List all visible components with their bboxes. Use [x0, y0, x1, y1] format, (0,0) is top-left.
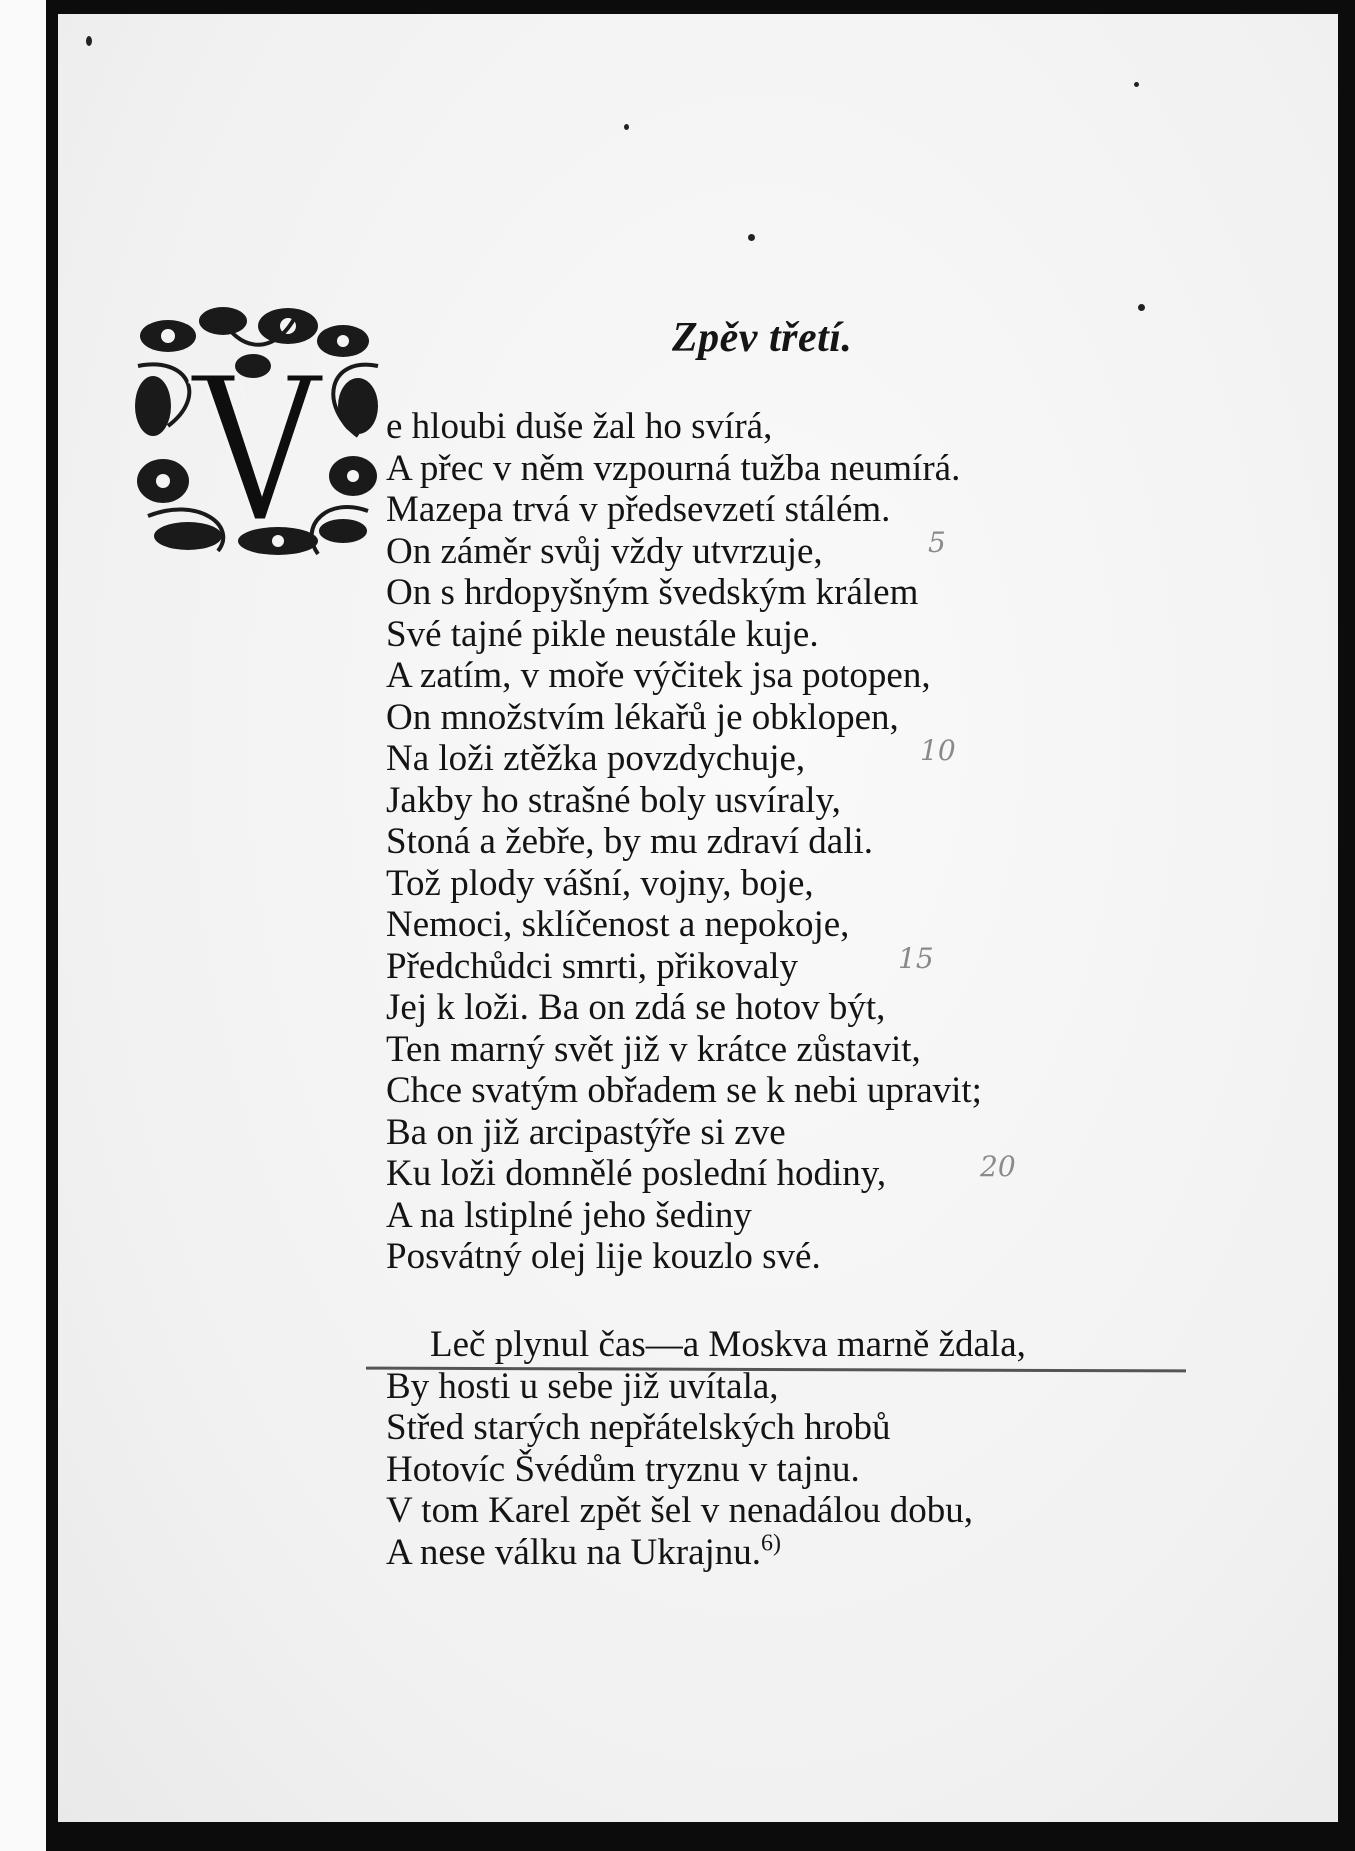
chapter-title: Zpěv třetí.: [672, 315, 853, 361]
scan-speck: [624, 124, 629, 130]
pencil-line-number-15: 15: [898, 942, 934, 975]
stanza-one: [386, 406, 982, 1278]
verse-line: V tom Karel zpět šel v nenadálou dobu,: [386, 1490, 974, 1531]
footnote-reference[interactable]: 6): [761, 1530, 782, 1557]
verse-line: Ten marný svět již v krátce zůstavit,: [386, 1028, 921, 1070]
verse-line: Stoná a žebře, by mu zdraví dali.: [386, 821, 873, 862]
verse-line: e hloubi duše žal ho svírá,: [386, 406, 773, 447]
pencil-line-number-20: 20: [980, 1150, 1016, 1183]
verse-line: Jej k loži. Ba on zdá se hotov být,: [386, 987, 886, 1028]
verse-line: By hosti u sebe již uvítala,: [386, 1365, 779, 1407]
verse-line: Tož plody vášní, vojny, boje,: [386, 862, 814, 904]
verse-line: On s hrdopyšným švedským králem: [386, 572, 919, 613]
verse-line: Nemoci, sklíčenost a nepokoje,: [386, 904, 850, 945]
verse-line: Střed starých nepřátelských hrobů: [386, 1407, 891, 1448]
verse-line: Na loži ztěžka povzdychuje,: [386, 738, 806, 779]
verse-line: Chce svatým obřadem se k nebi upravit;: [386, 1070, 982, 1111]
verse-line: Posvátný olej lije kouzlo své.: [386, 1236, 821, 1277]
ornamental-dropcap-v: [128, 296, 386, 566]
stanza-two: [386, 1324, 1026, 1573]
pencil-line-number-5: 5: [928, 526, 946, 559]
scan-speck: [1134, 82, 1139, 87]
scan-speck: [1138, 304, 1145, 311]
verse-line: Hotovíc Švédům tryznu v tajnu.: [386, 1448, 860, 1490]
previous-page-margin: [0, 0, 46, 1851]
verse-line: Jakby ho strašné boly usvíraly,: [386, 779, 841, 821]
scan-speck: [748, 234, 755, 241]
verse-line: Mazepa trvá v předsevzetí stálém.: [386, 489, 891, 530]
verse-line: A přec v něm vzpourná tužba neumírá.: [386, 447, 961, 489]
scan-speck: [86, 36, 92, 46]
book-page: [58, 14, 1338, 1822]
verse-line: A na lstiplné jeho šediny: [386, 1194, 752, 1236]
verse-line: Ku loži domnělé poslední hodiny,: [386, 1153, 887, 1194]
verse-line: Leč plynul čas—a Moskva marně ždala,: [430, 1324, 1026, 1365]
verse-line: Své tajné pikle neustále kuje.: [386, 613, 819, 655]
verse-line: A zatím, v moře výčitek jsa potopen,: [386, 655, 931, 696]
verse-line: Ba on již arcipastýře si zve: [386, 1111, 786, 1153]
verse-line: On množstvím lékařů je obklopen,: [386, 696, 899, 738]
pencil-line-number-10: 10: [920, 734, 956, 767]
verse-line-last: [386, 1532, 1026, 1574]
verse-line: Předchůdci smrti, přikovaly: [386, 945, 799, 987]
verse-line-text: A nese válku na Ukrajnu.: [386, 1531, 762, 1573]
verse-line: On záměr svůj vždy utvrzuje,: [386, 530, 823, 572]
